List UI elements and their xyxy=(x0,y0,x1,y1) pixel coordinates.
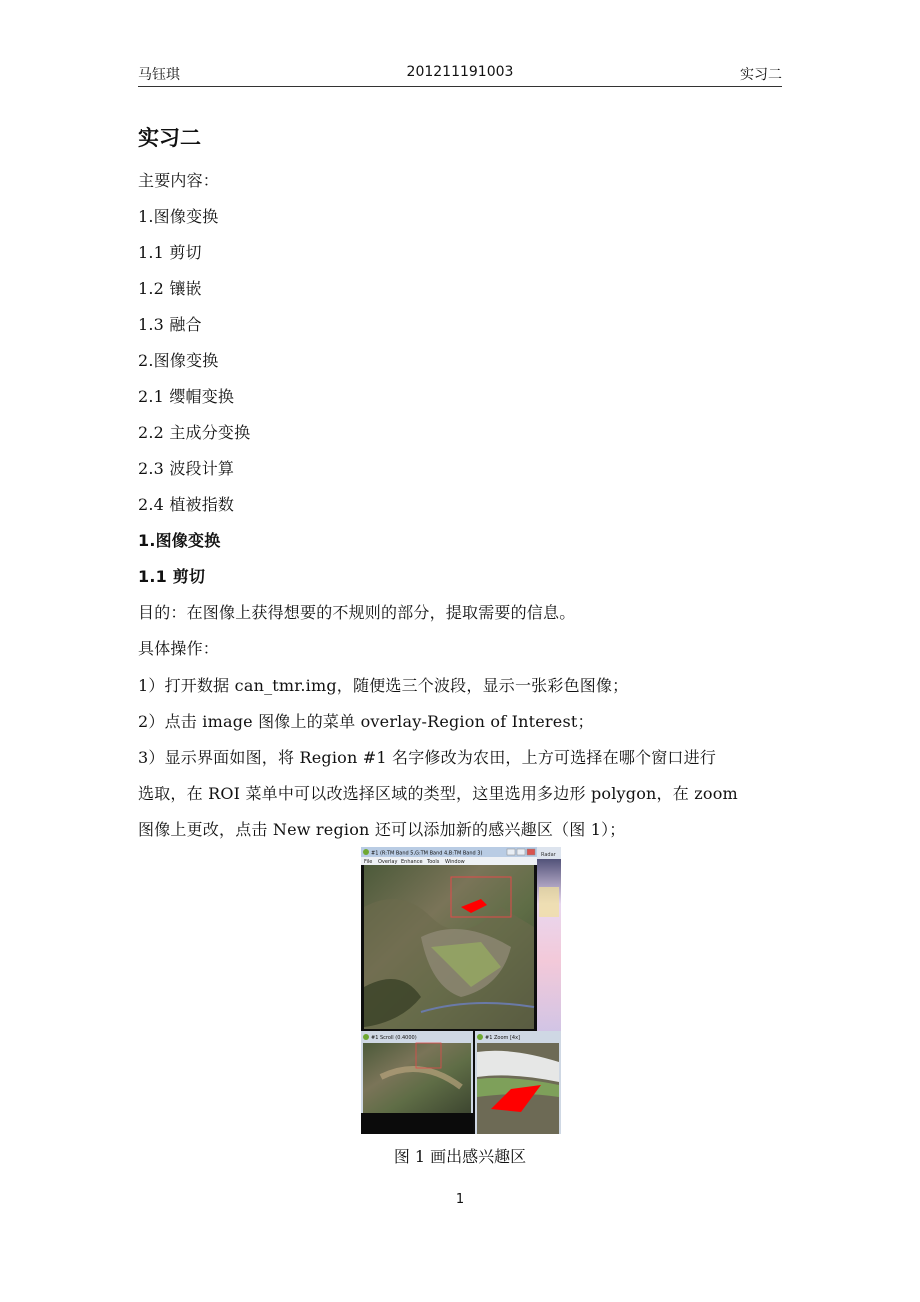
section-heading: 1.图像变换 xyxy=(138,531,221,550)
menu-window[interactable]: Window xyxy=(445,859,465,865)
body-line: 主要内容： xyxy=(138,171,220,190)
subsection-heading: 1.1 剪切 xyxy=(138,567,206,586)
menu-overlay[interactable]: Overlay xyxy=(378,859,398,865)
figure-1-screenshot xyxy=(361,847,561,1134)
toc-item: 1.2 镶嵌 xyxy=(138,279,202,298)
menu-enhance[interactable]: Enhance xyxy=(401,859,423,865)
body-line: 目的：在图像上获得想要的不规则的部分，提取需要的信息。 xyxy=(138,603,576,622)
toc-item: 2.3 波段计算 xyxy=(138,459,235,478)
side-menu-label: Radar xyxy=(541,852,556,858)
header-author: 马钰琪 xyxy=(138,67,180,83)
menu-file[interactable]: File xyxy=(364,859,373,865)
toc-item: 1.图像变换 xyxy=(138,207,219,226)
figure-caption: 图 1 画出感兴趣区 xyxy=(393,1147,527,1166)
toc-item: 2.4 植被指数 xyxy=(138,495,235,514)
zoom-window-title: #1 Zoom [4x] xyxy=(485,1035,521,1041)
scroll-window-title: #1 Scroll (0.4000) xyxy=(371,1035,417,1041)
page-header xyxy=(138,64,782,87)
toc-item: 2.2 主成分变换 xyxy=(138,423,251,442)
step-line: 3）显示界面如图，将 Region #1 名字修改为农田，上方可选择在哪个窗口进行 xyxy=(138,748,717,767)
header-student-id: 201211191003 xyxy=(406,64,514,80)
step-line: 1）打开数据 can_tmr.img，随便选三个波段，显示一张彩色图像； xyxy=(138,676,629,695)
page-number: 1 xyxy=(455,1192,465,1207)
main-window-title: #1 (R:TM Band 5,G:TM Band 4,B:TM Band 3) xyxy=(371,850,483,857)
step-line: 图像上更改，点击 New region 还可以添加新的感兴趣区（图 1）； xyxy=(138,820,626,839)
toc-item: 2.1 缨帽变换 xyxy=(138,387,235,406)
document-title: 实习二 xyxy=(138,126,201,150)
toc-item: 2.图像变换 xyxy=(138,351,219,370)
body-line: 具体操作： xyxy=(138,639,220,658)
menu-tools[interactable]: Tools xyxy=(427,859,440,865)
toc-item: 1.3 融合 xyxy=(138,315,202,334)
step-line: 选取，在 ROI 菜单中可以改选择区域的类型，这里选用多边形 polygon，在 zoom xyxy=(138,784,738,803)
header-title: 实习二 xyxy=(740,67,782,83)
toc-item: 1.1 剪切 xyxy=(138,243,202,262)
step-line: 2）点击 image 图像上的菜单 overlay-Region of Interest； xyxy=(138,712,594,731)
